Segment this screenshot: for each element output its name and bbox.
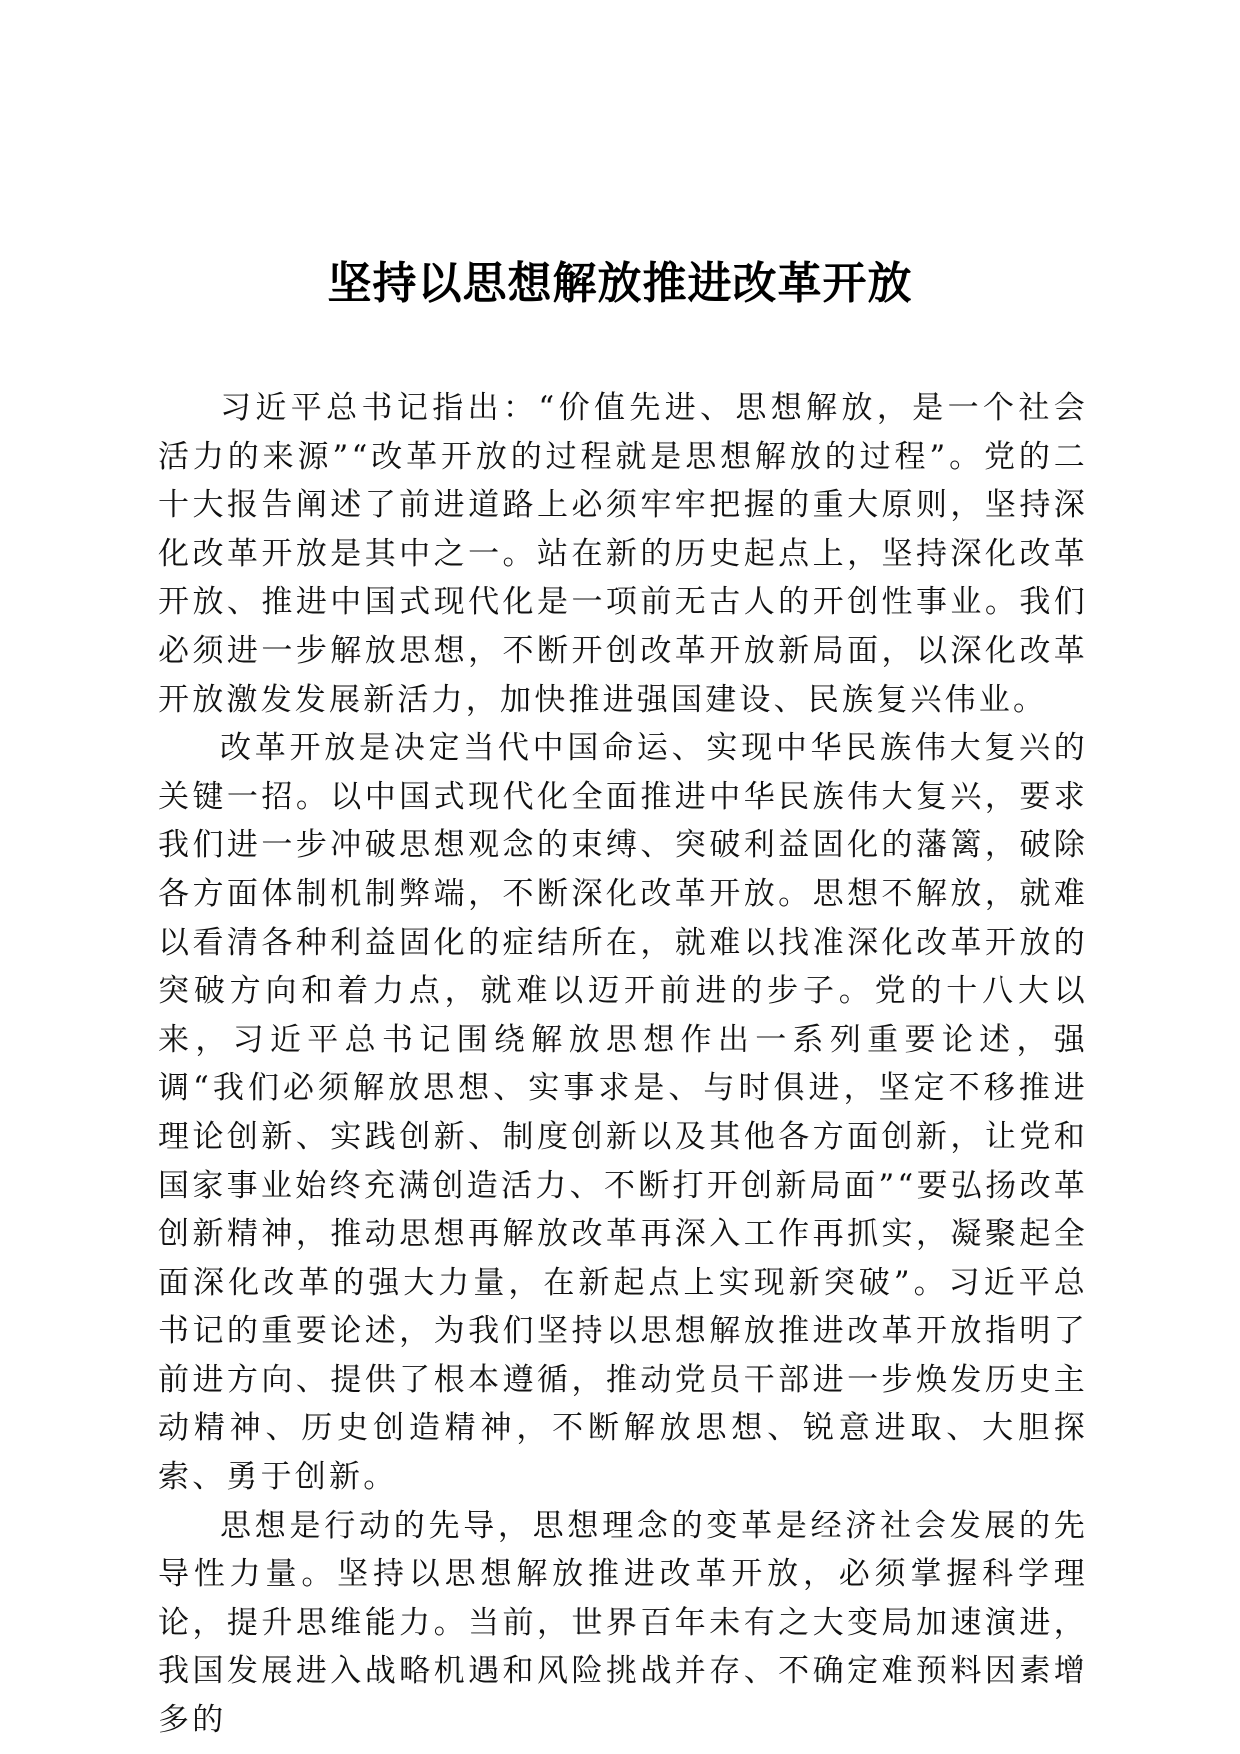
paragraph-1: 习近平总书记指出：“价值先进、思想解放，是一个社会活力的来源”“改革开放的过程就是思想解放的过程”。党的二十大报告阐述了前进道路上必须牢牢把握的重大原则，坚持深化改革开放是其中之一。站在新的历史起点上，坚持深化改革开放、推进中国式现代化是一项前无古人的开创性事业。我们必须进一步解放思想，不断开创改革开放新局面，以深化改革开放激发发展新活力，加快推进强国建设、民族复兴伟业。 (158, 390, 1088, 718)
document-body (158, 384, 1088, 1745)
paragraph-3: 思想是行动的先导，思想理念的变革是经济社会发展的先导性力量。坚持以思想解放推进改革开放，必须掌握科学理论，提升思维能力。当前，世界百年未有之大变局加速演进，我国发展进入战略机遇和风险挑战并存、不确定难预料因素增多的 (158, 1507, 1088, 1739)
paragraph-2: 改革开放是决定当代中国命运、实现中华民族伟大复兴的关键一招。以中国式现代化全面推进中华民族伟大复兴，要求我们进一步冲破思想观念的束缚、突破利益固化的藩篱，破除各方面体制机制弊端，不断深化改革开放。思想不解放，就难以看清各种利益固化的症结所在，就难以找准深化改革开放的突破方向和着力点，就难以迈开前进的步子。党的十八大以来，习近平总书记围绕解放思想作出一系列重要论述，强调“我们必须解放思想、实事求是、与时俱进，坚定不移推进理论创新、实践创新、制度创新以及其他各方面创新，让党和国家事业始终充满创造活力、不断打开创新局面”“要弘扬改革创新精神，推动思想再解放改革再深入工作再抓实，凝聚起全面深化改革的强大力量，在新起点上实现新突破”。习近平总书记的重要论述，为我们坚持以思想解放推进改革开放指明了前进方向、提供了根本遵循，推动党员干部进一步焕发历史主动精神、历史创造精神，不断解放思想、锐意进取、大胆探索、勇于创新。 (158, 730, 1088, 1496)
document-title: 坚持以思想解放推进改革开放 (327, 258, 913, 309)
